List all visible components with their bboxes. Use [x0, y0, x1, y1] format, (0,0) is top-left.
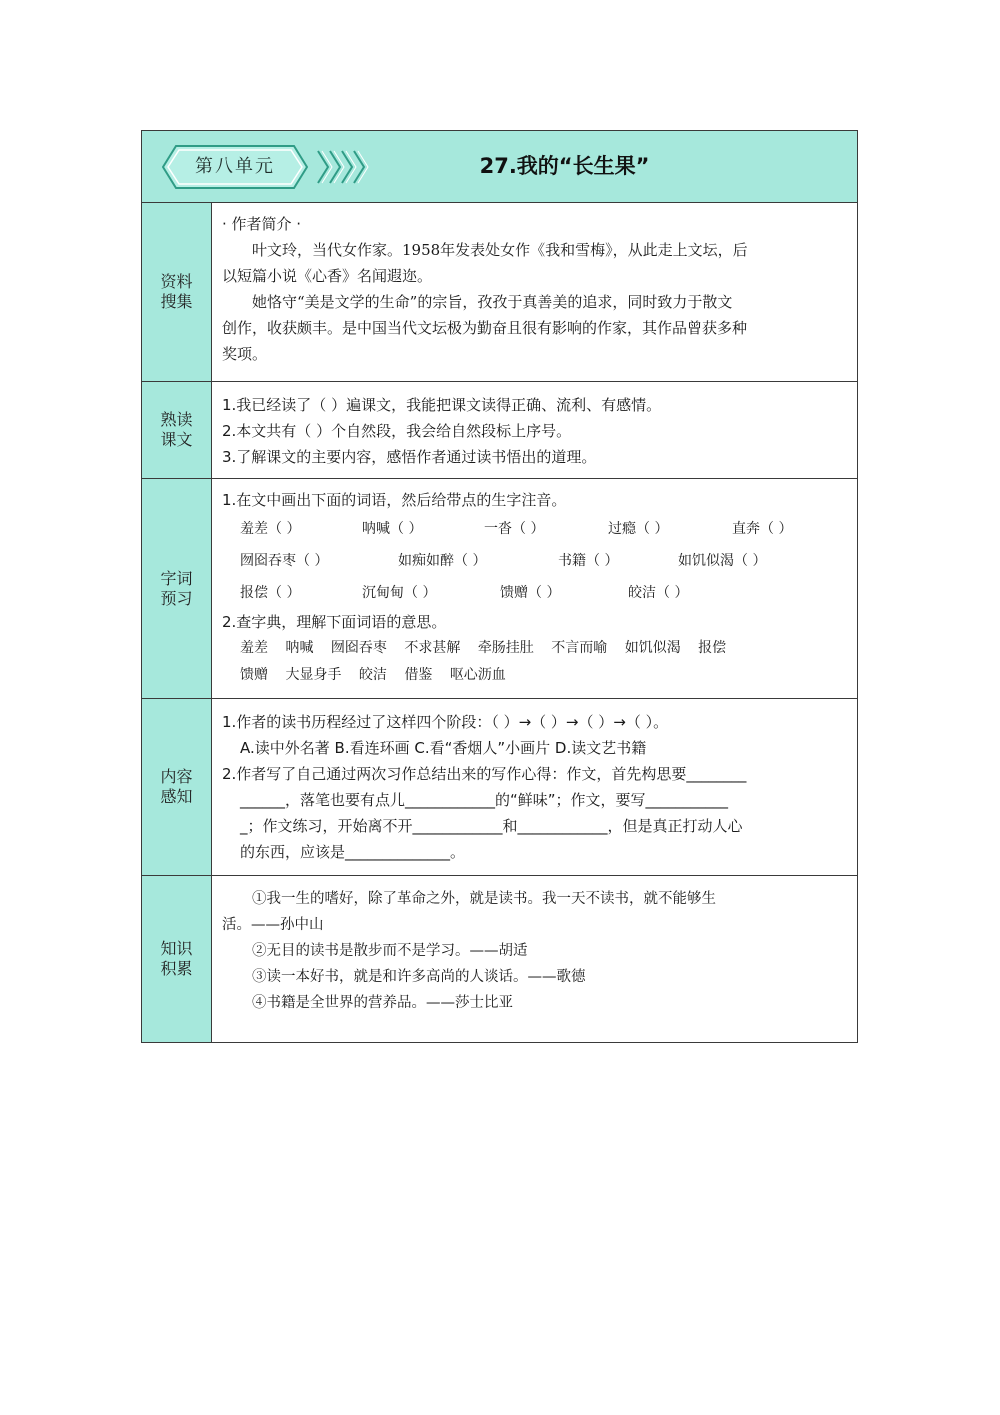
author-intro-heading: · 作者简介 ·: [222, 215, 302, 233]
pinyin-row: [222, 577, 847, 609]
question-line: 2.查字典，理解下面词语的意思。: [222, 613, 447, 631]
vocab-list-row: [222, 635, 847, 662]
question-line: 的东西，应该是______________。: [240, 843, 466, 861]
vocab-word: 皎洁: [358, 667, 387, 683]
section-vocab: [142, 479, 857, 699]
worksheet-header: [142, 131, 857, 203]
word-item: 书籍（ ）: [558, 553, 619, 569]
section-label: [142, 876, 212, 1042]
word-item: 如痴如醉（ ）: [398, 553, 487, 569]
vocab-word: 呐喊: [285, 640, 314, 656]
quote-line: ④书籍是全世界的营养品。——莎士比亚: [252, 995, 513, 1011]
task-line: 1.我已经读了（ ）遍课文，我能把课文读得正确、流利、有感情。: [222, 396, 662, 414]
word-item: 呐喊（ ）: [362, 521, 423, 537]
vocab-word: 借鉴: [404, 667, 433, 683]
word-item: 一沓（ ）: [484, 521, 545, 537]
section-resources: [142, 203, 857, 382]
section-content: [212, 876, 857, 1042]
unit-label: 第八单元: [195, 156, 275, 177]
question-line: 1.在文中画出下面的词语，然后给带点的生字注音。: [222, 491, 567, 509]
section-knowledge: [142, 876, 857, 1042]
section-label: [142, 382, 212, 478]
vocab-word: 呕心沥血: [449, 667, 506, 683]
vocab-word: 羞差: [240, 640, 268, 656]
section-label: [142, 203, 212, 381]
paragraph-line: 叶文玲，当代女作家。1958年发表处女作《我和雪梅》，从此走上文坛，后: [252, 241, 748, 259]
vocab-word: 大显身手: [285, 667, 342, 683]
task-line: 3.了解课文的主要内容，感悟作者通过读书悟出的道理。: [222, 448, 597, 466]
word-item: 沉甸甸（ ）: [362, 585, 437, 601]
quote-line: 活。——孙中山: [222, 917, 324, 933]
vocab-word: 不求甚解: [404, 640, 461, 656]
lesson-title: 27.我的“长生果”: [479, 154, 650, 178]
word-item: 囫囵吞枣（ ）: [240, 553, 329, 569]
paragraph-line: 奖项。: [222, 345, 268, 363]
section-comprehension: [142, 699, 857, 876]
vocab-word: 馈赠: [240, 667, 268, 683]
section-reading: [142, 382, 857, 479]
vocab-word: 牵肠挂肚: [477, 640, 534, 656]
question-line: _；作文练习，开始离不开____________和____________，但是真正打动人心: [240, 817, 743, 835]
section-label: [142, 479, 212, 698]
pinyin-row: [222, 513, 847, 545]
section-label-text: 熟读课文: [160, 410, 193, 449]
unit-badge: [162, 145, 308, 189]
quote-line: ①我一生的嗜好，除了革命之外，就是读书。我一天不读书，就不能够生: [252, 891, 716, 907]
section-label: [142, 699, 212, 875]
pinyin-row: [222, 545, 847, 577]
option-line: A.读中外名著 B.看连环画 C.看“香烟人”小画片 D.读文艺书籍: [240, 739, 647, 757]
word-item: 直奔（ ）: [732, 521, 793, 537]
question-line: ______，落笔也要有点儿____________的“鲜味”；作文，要写___________: [240, 791, 729, 809]
vocab-list-row: [222, 662, 847, 689]
word-item: 如饥似渴（ ）: [678, 553, 767, 569]
quote-line: ②无目的读书是散步而不是学习。——胡适: [252, 943, 528, 959]
vocab-word: 报偿: [698, 640, 727, 656]
paragraph-line: 以短篇小说《心香》名闻遐迩。: [222, 267, 433, 285]
section-content: [212, 382, 857, 478]
vocab-word: 囫囵吞枣: [330, 640, 387, 656]
section-content: [212, 479, 857, 698]
chevrons-icon: [315, 149, 375, 185]
word-item: 馈赠（ ）: [500, 585, 561, 601]
word-item: 过瘾（ ）: [608, 521, 669, 537]
vocab-word: 如饥似渴: [624, 640, 681, 656]
section-label-text: 内容感知: [160, 767, 193, 806]
quote-line: ③读一本好书，就是和许多高尚的人谈话。——歌德: [252, 969, 586, 985]
question-line: 2.作者写了自己通过两次习作总结出来的写作心得：作文，首先构思要________: [222, 765, 747, 783]
section-content: [212, 699, 857, 875]
section-content: [212, 203, 857, 381]
worksheet-table: [141, 130, 858, 1043]
word-item: 皎洁（ ）: [628, 585, 689, 601]
paragraph-line: 她恪守“美是文学的生命”的宗旨，孜孜于真善美的追求，同时致力于散文: [252, 293, 733, 311]
paragraph-line: 创作，收获颇丰。是中国当代文坛极为勤奋且很有影响的作家，其作品曾获多种: [222, 319, 748, 337]
task-line: 2.本文共有（ ）个自然段，我会给自然段标上序号。: [222, 422, 572, 440]
section-label-text: 字词预习: [160, 568, 193, 608]
word-item: 报偿（ ）: [240, 585, 301, 601]
section-label-text: 资料搜集: [160, 272, 193, 311]
vocab-word: 不言而喻: [551, 640, 608, 656]
question-line: 1.作者的读书历程经过了这样四个阶段：（ ）→（ ）→（ ）→（ ）。: [222, 713, 669, 731]
section-label-text: 知识积累: [160, 939, 193, 978]
word-item: 羞差（ ）: [240, 521, 301, 537]
